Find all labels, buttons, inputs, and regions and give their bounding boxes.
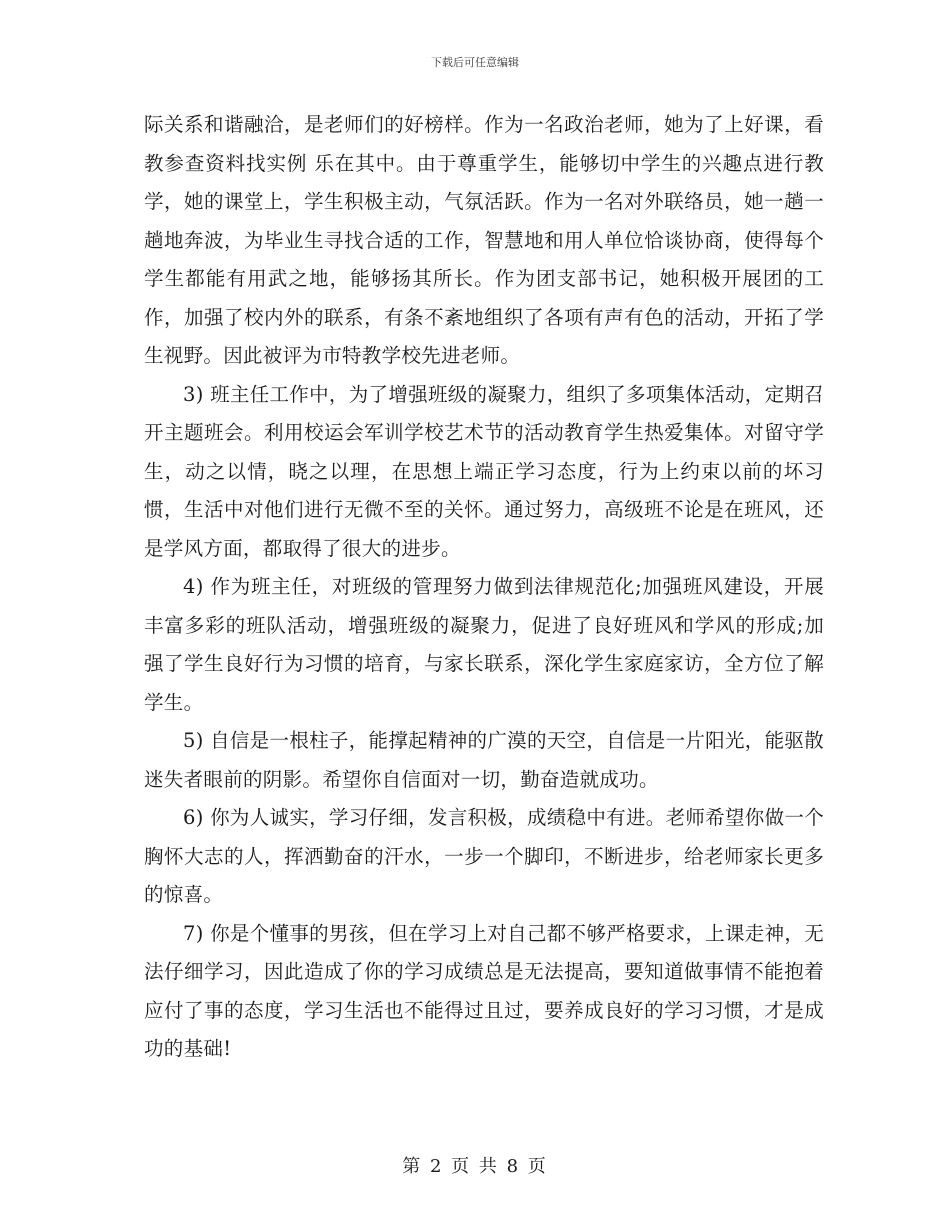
paragraph-item-7: 7) 你是个懂事的男孩，但在学习上对自己都不够严格要求，上课走神，无法仔细学习，因此造成了你的学习成绩总是无法提高，要知道做事情不能抱着应付了事的态度，学习生活也不能得过且过，要养成良好的学习习惯，才是成功的基础! xyxy=(144,921,824,1060)
paragraph-item-4: 4) 作为班主任，对班级的管理努力做到法律规范化;加强班风建设，开展丰富多彩的班队活动，增强班级的凝聚力，促进了良好班风和学风的形成;加强了学生良好行为习惯的培育，与家长联系，深化学生家庭家访，全方位了解学生。 xyxy=(144,575,824,714)
page-number-footer: 第 2 页 共 8 页 xyxy=(402,1156,548,1177)
paragraph-item-5: 5) 自信是一根柱子，能撑起精神的广漠的天空，自信是一片阳光，能驱散迷失者眼前的阴影。希望你自信面对一切，勤奋造就成功。 xyxy=(144,729,824,791)
paragraph-continuation: 际关系和谐融洽，是老师们的好榜样。作为一名政治老师，她为了上好课，看教参查资料找实例 乐在其中。由于尊重学生，能够切中学生的兴趣点进行教学，她的课堂上，学生积极主动，气氛活跃。作为一名对外联络员，她一趟一趟地奔波，为毕业生寻找合适的工作，智慧地和用人单位恰谈协商，使得每个学生都能有用武之地，能够扬其所长。作为团支部书记，她积极开展团的工作，加强了校内外的联系，有条不紊地组织了各项有声有色的活动，开拓了学生视野。因此被评为市特教学校先进老师。 xyxy=(144,113,824,367)
page-header-note: 下载后可任意编辑 xyxy=(431,56,519,69)
paragraph-item-3: 3) 班主任工作中，为了增强班级的凝聚力，组织了多项集体活动，定期召开主题班会。利用校运会军训学校艺术节的活动教育学生热爱集体。对留守学生，动之以情，晓之以理，在思想上端正学习态度，行为上约束以前的坏习惯，生活中对他们进行无微不至的关怀。通过努力，高级班不论是在班风，还是学风方面，都取得了很大的进步。 xyxy=(144,382,824,560)
paragraph-item-6: 6) 你为人诚实，学习仔细，发言积极，成绩稳中有进。老师希望你做一个胸怀大志的人，挥洒勤奋的汗水，一步一个脚印，不断进步，给老师家长更多的惊喜。 xyxy=(144,806,824,906)
document-body xyxy=(144,106,824,1069)
